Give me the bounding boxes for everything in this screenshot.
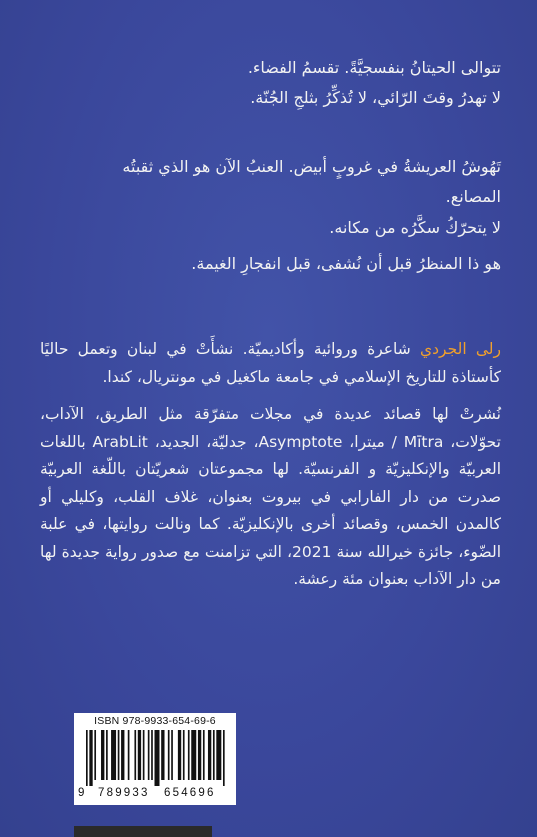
author-name: رلى الجردي xyxy=(420,340,501,358)
isbn-label: ISBN 978-9933-654-69-6 xyxy=(94,715,216,727)
barcode-bar xyxy=(183,730,185,780)
barcode-bar xyxy=(188,730,190,780)
bottom-strip xyxy=(74,826,212,837)
bio-publications: نُشرتْ لها قصائد عديدة في مجلات متفرّقة مثل الطريق، الآداب، تحوّلات، Mītra / ميترا، Asymptote، جدليّة، الجديد، ArabLit باللغات العربيّة والإنكليزيّة و الفرنسيّة. لها مجموعتان شعريّتان باللّغة العربيّة صدرت من دار الفارابي في بيروت بعنوان، غلاف القلب، وكليلي أو كالمدن الخمس، وقصائد أخرى بالإنكليزيّة. كما ونالت روايتها، في علبة الضّوء، جائزة خيرالله سنة 2021، التي تزامنت مع صدور رواية جديدة لها من دار الآداب بعنوان مئة رعشة. xyxy=(40,405,501,588)
barcode-bar xyxy=(208,730,211,780)
poem-stanza-2 xyxy=(71,152,501,276)
barcode-bar xyxy=(168,730,170,780)
barcode-bar xyxy=(171,730,173,780)
barcode-bar xyxy=(203,730,205,780)
isbn-barcode xyxy=(74,713,236,805)
barcode-digit-group-2: 654696 xyxy=(164,787,216,799)
barcode-digit-group-1: 789933 xyxy=(98,787,150,799)
barcode-bar xyxy=(86,730,88,786)
barcode-bar xyxy=(216,730,221,780)
bio-intro xyxy=(40,336,501,391)
barcode-bar xyxy=(138,730,141,780)
barcode-bar xyxy=(223,730,225,786)
barcode-bar xyxy=(134,730,136,780)
barcode-bar xyxy=(198,730,201,780)
author-bio xyxy=(40,336,501,594)
barcode-bar xyxy=(111,730,116,780)
barcode-bar xyxy=(154,730,159,786)
barcode-bar xyxy=(118,730,120,780)
barcode-digit-first: 9 xyxy=(78,787,85,799)
barcode-bar xyxy=(148,730,150,780)
poem-line: تَهُوشُ العريشةُ في غروبٍ أبيض. العنبُ الآن هو الذي ثقبتُه المصانع. xyxy=(122,157,501,206)
barcode-bar xyxy=(151,730,153,780)
barcode-bar xyxy=(94,730,96,780)
barcode-bar xyxy=(213,730,215,780)
barcode-bar xyxy=(106,730,108,780)
barcode-bar xyxy=(191,730,196,780)
barcode-bar xyxy=(143,730,145,780)
barcode-bar xyxy=(178,730,181,780)
barcode-bar xyxy=(101,730,104,780)
poem-line: لا يتحرّكُ سكَّرُه من مكانه. xyxy=(329,218,501,237)
barcode-bar xyxy=(89,730,92,786)
poem-line: هو ذا المنظرُ قبل أن نُشفى، قبل انفجارِ الغيمة. xyxy=(191,254,501,273)
bio-intro-text: شاعرة وروائية وأكاديميّة. نشأَتْ في لبنان وتعمل حاليًا كأستاذة للتاريخ الإسلامي في جامعة ماكغيل في مونتريال، كندا. xyxy=(40,340,501,386)
barcode-bar xyxy=(161,730,164,780)
poem-line: لا تهدرُ وقتَ الرّائي، لا تُذكِّرُ بثلجِ الجُنّة. xyxy=(250,88,501,107)
barcode-bar xyxy=(128,730,130,780)
poem-stanza-1 xyxy=(81,56,501,110)
barcode-bars xyxy=(86,730,228,786)
poem-line: تتوالى الحيتانُ بنفسجيَّةً. تقسمُ الفضاء. xyxy=(247,58,501,77)
barcode-bar xyxy=(121,730,124,780)
